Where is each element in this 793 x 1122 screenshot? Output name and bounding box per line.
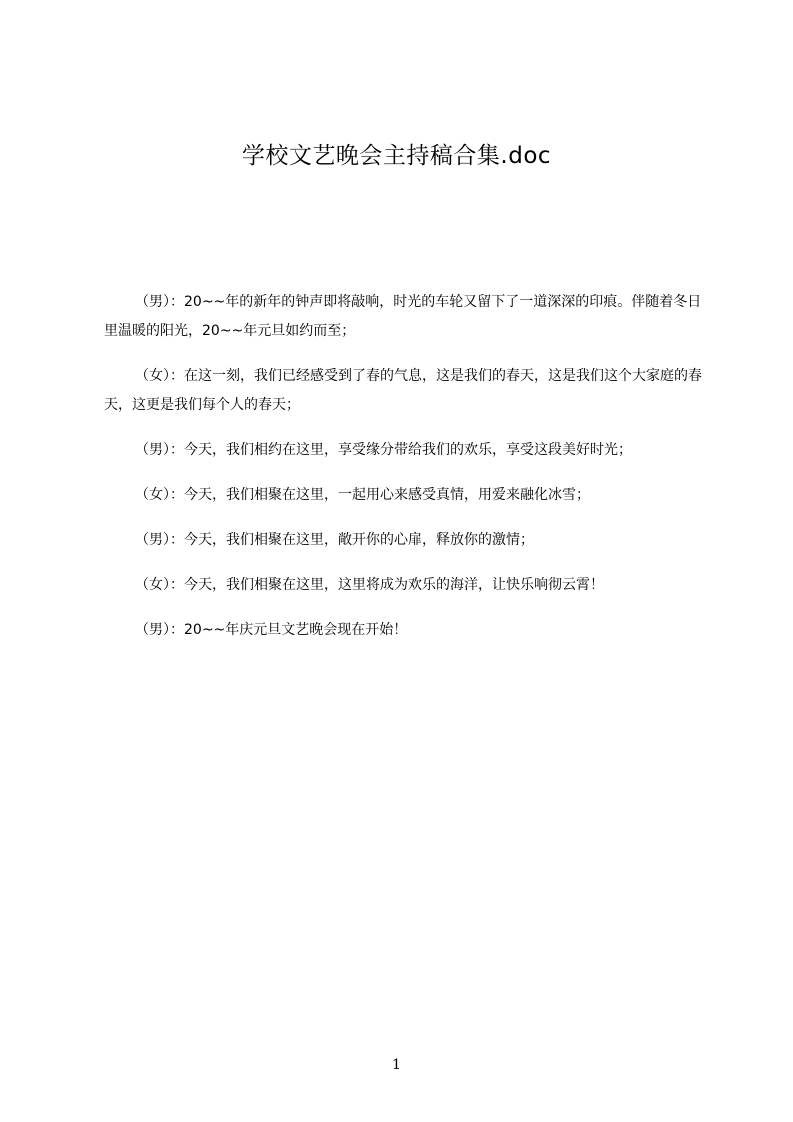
paragraph: （男）：20~~年庆元旦文艺晚会现在开始！ [135,622,408,638]
paragraph: （女）：今天，我们相聚在这里，一起用心来感受真情，用爱来融化冰雪； [135,487,590,503]
paragraph: （女）：在这一刻，我们已经感受到了春的气息，这是我们的春天，这是我们这个大家庭的春天，这更是我们每个人的春天； [104,368,702,413]
paragraph: （男）：今天，我们相聚在这里，敞开你的心扉，释放你的激情； [135,532,534,548]
document-title: 学校文艺晚会主持稿合集.doc [241,143,552,169]
document-body [104,288,704,661]
paragraph: （男）：20~~年的新年的钟声即将敲响，时光的车轮又留下了一道深深的印痕。伴随着冬日里温暖的阳光，20~~年元旦如约而至； [104,294,702,339]
page-number: 1 [392,1057,401,1073]
paragraph: （女）：今天，我们相聚在这里，这里将成为欢乐的海洋，让快乐响彻云霄！ [135,577,604,593]
paragraph: （男）：今天，我们相约在这里，享受缘分带给我们的欢乐，享受这段美好时光； [135,442,632,458]
